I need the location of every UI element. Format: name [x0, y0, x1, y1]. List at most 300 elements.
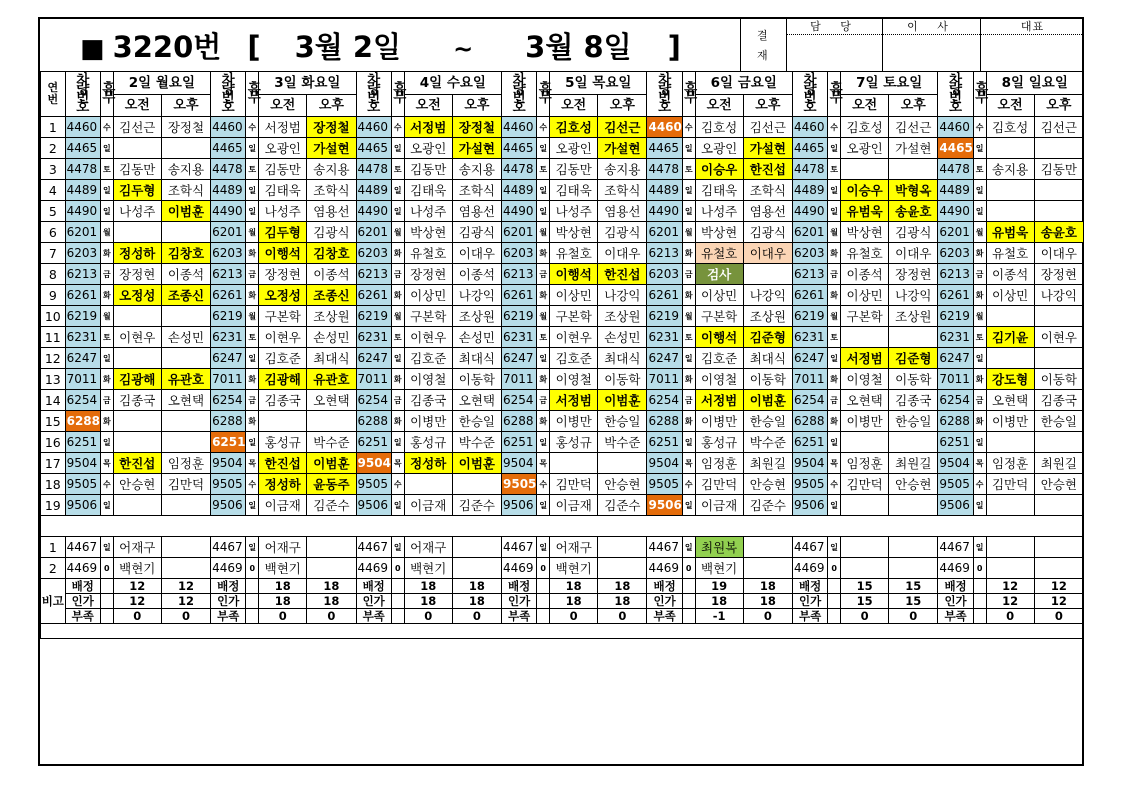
- driver-pm: 김준형: [743, 327, 792, 348]
- footer-spacer: [973, 609, 986, 624]
- driver-am: 서정범: [695, 390, 743, 411]
- driver-am: 김태욱: [695, 180, 743, 201]
- header-day-3: 5일 목요일: [550, 72, 647, 95]
- header-car-number: [792, 72, 827, 117]
- driver-am: [986, 180, 1034, 201]
- footer-value-am: 18: [695, 594, 743, 609]
- driver-pm: 임정훈: [161, 453, 210, 474]
- driver-am: 한진섭: [113, 453, 161, 474]
- car-number: 6201: [502, 222, 537, 243]
- driver-am: 홍성규: [259, 432, 307, 453]
- driver-pm: [161, 432, 210, 453]
- car-number: 6251: [65, 432, 100, 453]
- header-car-number: [938, 72, 973, 117]
- car-number: 6254: [938, 390, 973, 411]
- header-rest: [828, 72, 841, 117]
- driver-am: 김광해: [113, 369, 161, 390]
- rest-day: 금: [391, 390, 404, 411]
- row-number: 14: [41, 390, 66, 411]
- rest-day: 화: [246, 369, 259, 390]
- footer-value-pm: 18: [307, 579, 356, 594]
- footer-row-label: 인가: [938, 594, 973, 609]
- driver-pm: 안승현: [598, 474, 647, 495]
- driver-pm: 송지용: [161, 159, 210, 180]
- footer-spacer: [828, 609, 841, 624]
- driver-pm: 윤동주: [307, 474, 356, 495]
- rest-day: 일: [828, 348, 841, 369]
- driver-am: 박상현: [404, 222, 452, 243]
- car-number: 6247: [647, 348, 682, 369]
- car-number: 6251: [938, 432, 973, 453]
- driver-pm: 이동학: [452, 369, 501, 390]
- driver-pm: 손성민: [161, 327, 210, 348]
- header-am: 오전: [695, 95, 743, 117]
- car-number: 6261: [502, 285, 537, 306]
- rest-day: 일: [682, 201, 695, 222]
- rest-day: 수: [828, 117, 841, 138]
- driver-am: 이행석: [550, 264, 598, 285]
- driver-pm: 김광식: [452, 222, 501, 243]
- footer-value-am: 12: [113, 594, 161, 609]
- rest-day: 일: [973, 201, 986, 222]
- car-number: 6288: [792, 411, 827, 432]
- rest-day: 0: [682, 558, 695, 579]
- rest-day: 일: [391, 537, 404, 558]
- car-number: 6201: [356, 222, 391, 243]
- driver-pm: 이종석: [452, 264, 501, 285]
- header-car-number: [65, 72, 100, 117]
- driver-am: 김호준: [404, 348, 452, 369]
- driver-pm: 나강익: [598, 285, 647, 306]
- footer-value-am: 0: [259, 609, 307, 624]
- car-number: 4490: [502, 201, 537, 222]
- driver-am: 김기윤: [986, 327, 1034, 348]
- car-number: 4467: [65, 537, 100, 558]
- driver-am: 서정범: [404, 117, 452, 138]
- page-title: [80, 25, 681, 66]
- header-am: 오전: [550, 95, 598, 117]
- driver-am: 김동만: [113, 159, 161, 180]
- driver-pm: 최원길: [889, 453, 938, 474]
- title-end-date: 3월 8일: [525, 30, 632, 64]
- rest-day: 월: [100, 222, 113, 243]
- driver-am: 박상현: [550, 222, 598, 243]
- driver-am: 백현기: [404, 558, 452, 579]
- footer-row-label: 부족: [792, 609, 827, 624]
- car-number: 6213: [502, 264, 537, 285]
- footer-row-label: 배정: [356, 579, 391, 594]
- driver-am: 김선근: [113, 117, 161, 138]
- rest-day: 월: [828, 306, 841, 327]
- car-number: 4489: [792, 180, 827, 201]
- car-number: 6247: [792, 348, 827, 369]
- footer-spacer: [973, 579, 986, 594]
- driver-am: [113, 432, 161, 453]
- driver-am: 서정범: [259, 117, 307, 138]
- header-car-number: [356, 72, 391, 117]
- driver-am: [841, 327, 889, 348]
- rest-day: 화: [828, 243, 841, 264]
- header-pm: 오후: [598, 95, 647, 117]
- rest-day: 수: [246, 117, 259, 138]
- rest-day: 월: [682, 306, 695, 327]
- driver-pm: 염용선: [598, 201, 647, 222]
- rest-day: 목: [682, 453, 695, 474]
- driver-pm: [452, 474, 501, 495]
- rest-day: 일: [246, 537, 259, 558]
- driver-am: 유철호: [986, 243, 1034, 264]
- rest-day: 화: [828, 285, 841, 306]
- header-day-1: 3일 화요일: [259, 72, 356, 95]
- rest-day: 금: [391, 264, 404, 285]
- car-number: 6247: [65, 348, 100, 369]
- rest-day: 월: [537, 222, 550, 243]
- rest-day: 0: [973, 558, 986, 579]
- driver-pm: 이종석: [161, 264, 210, 285]
- footer-value-pm: 0: [307, 609, 356, 624]
- car-number: 6219: [647, 306, 682, 327]
- driver-pm: 김선근: [598, 117, 647, 138]
- driver-am: 어재구: [259, 537, 307, 558]
- header-car-label: 차량번호: [803, 72, 817, 115]
- row-number: 2: [41, 138, 66, 159]
- driver-am: 이상민: [986, 285, 1034, 306]
- driver-am: 임정훈: [841, 453, 889, 474]
- car-number: 4478: [65, 159, 100, 180]
- driver-am: 이영철: [550, 369, 598, 390]
- driver-pm: 오현택: [161, 390, 210, 411]
- rest-day: 화: [973, 369, 986, 390]
- driver-am: [986, 138, 1034, 159]
- driver-pm: 조상원: [743, 306, 792, 327]
- driver-am: 이병만: [695, 411, 743, 432]
- car-number: 4465: [65, 138, 100, 159]
- rest-day: 월: [973, 222, 986, 243]
- driver-am: 검사: [695, 264, 743, 285]
- driver-pm: 최대식: [598, 348, 647, 369]
- footer-value-am: 12: [113, 579, 161, 594]
- footer-value-pm: 0: [889, 609, 938, 624]
- title-bar: [40, 19, 1084, 72]
- driver-pm: 김준수: [307, 495, 356, 516]
- schedule-sheet: [38, 17, 1084, 766]
- driver-pm: [161, 348, 210, 369]
- rest-day: 일: [100, 180, 113, 201]
- driver-am: 이영철: [841, 369, 889, 390]
- driver-am: 정성하: [113, 243, 161, 264]
- car-number: 6203: [647, 264, 682, 285]
- car-number: 9506: [356, 495, 391, 516]
- car-number: 7011: [356, 369, 391, 390]
- car-number: 7011: [938, 369, 973, 390]
- rest-day: 일: [246, 180, 259, 201]
- car-number: 6288: [211, 411, 246, 432]
- footer-spacer: [682, 609, 695, 624]
- footer-row-label: 부족: [938, 609, 973, 624]
- driver-pm: 조학식: [743, 180, 792, 201]
- approval-label-2: 재: [757, 49, 768, 62]
- car-number: 6251: [647, 432, 682, 453]
- driver-am: 김호성: [550, 117, 598, 138]
- car-number: 6231: [647, 327, 682, 348]
- driver-pm: 장정현: [889, 264, 938, 285]
- driver-pm: [743, 537, 792, 558]
- driver-am: 김태욱: [259, 180, 307, 201]
- rest-day: 화: [391, 369, 404, 390]
- rest-day: 일: [828, 432, 841, 453]
- car-number: 6261: [647, 285, 682, 306]
- rest-day: 화: [828, 369, 841, 390]
- rest-day: 토: [973, 159, 986, 180]
- driver-pm: 김광식: [598, 222, 647, 243]
- rest-day: 화: [391, 411, 404, 432]
- car-number: 6247: [938, 348, 973, 369]
- car-number: 6201: [938, 222, 973, 243]
- driver-am: 김만덕: [550, 474, 598, 495]
- footer-value-am: 18: [550, 579, 598, 594]
- footer-value-am: 18: [259, 579, 307, 594]
- car-number: 4467: [792, 537, 827, 558]
- car-number: 6201: [647, 222, 682, 243]
- header-rest-label: 휴무: [684, 81, 698, 106]
- rest-day: 수: [100, 474, 113, 495]
- driver-am: [986, 537, 1034, 558]
- driver-am: [986, 432, 1034, 453]
- car-number: 9505: [647, 474, 682, 495]
- driver-am: 오광인: [841, 138, 889, 159]
- driver-pm: [307, 411, 356, 432]
- rest-day: 수: [246, 474, 259, 495]
- car-number: 6231: [938, 327, 973, 348]
- driver-pm: 나강익: [743, 285, 792, 306]
- driver-am: 김종국: [404, 390, 452, 411]
- rest-day: 일: [537, 201, 550, 222]
- driver-am: 구본학: [550, 306, 598, 327]
- driver-am: 김태욱: [404, 180, 452, 201]
- driver-am: 정성하: [404, 453, 452, 474]
- car-number: 6254: [647, 390, 682, 411]
- approval-ceo-header: 대표: [981, 19, 1084, 35]
- rest-day: 수: [828, 474, 841, 495]
- driver-pm: 유관호: [161, 369, 210, 390]
- rest-day: 금: [246, 390, 259, 411]
- car-number: 6213: [792, 264, 827, 285]
- rest-day: 일: [537, 138, 550, 159]
- rest-day: 수: [100, 117, 113, 138]
- header-car-number: [211, 72, 246, 117]
- rest-day: 일: [246, 348, 259, 369]
- car-number: 4465: [211, 138, 246, 159]
- driver-pm: 이대우: [1034, 243, 1083, 264]
- footer-row-label: 인가: [502, 594, 537, 609]
- car-number: 6213: [356, 264, 391, 285]
- driver-pm: 오현택: [452, 390, 501, 411]
- driver-pm: 이동학: [889, 369, 938, 390]
- driver-pm: 한승일: [889, 411, 938, 432]
- car-number: 6261: [65, 285, 100, 306]
- driver-pm: 조상원: [598, 306, 647, 327]
- header-am: 오전: [986, 95, 1034, 117]
- driver-am: [113, 348, 161, 369]
- row-number: 8: [41, 264, 66, 285]
- driver-pm: 김선근: [1034, 117, 1083, 138]
- driver-am: 이병만: [550, 411, 598, 432]
- header-rest: [973, 72, 989, 117]
- car-number: 7011: [647, 369, 682, 390]
- driver-pm: 나강익: [452, 285, 501, 306]
- row-number: 16: [41, 432, 66, 453]
- driver-am: 이병만: [841, 411, 889, 432]
- rest-day: 일: [973, 138, 986, 159]
- driver-am: 김종국: [259, 390, 307, 411]
- approval-ceo: [980, 19, 1084, 71]
- driver-pm: [1034, 558, 1083, 579]
- car-number: 6288: [938, 411, 973, 432]
- driver-pm: 조종신: [307, 285, 356, 306]
- row-number: 1: [41, 537, 66, 558]
- rest-day: 일: [391, 138, 404, 159]
- driver-am: 구본학: [695, 306, 743, 327]
- row-number: 1: [41, 117, 66, 138]
- rest-day: 일: [828, 138, 841, 159]
- driver-am: 이상민: [550, 285, 598, 306]
- header-pm: 오후: [743, 95, 792, 117]
- car-number: 6201: [211, 222, 246, 243]
- rest-day: 일: [391, 180, 404, 201]
- approval-director: [882, 19, 980, 71]
- driver-am: 오정성: [113, 285, 161, 306]
- footer-spacer: [391, 594, 404, 609]
- car-number: 9505: [65, 474, 100, 495]
- car-number: 4489: [211, 180, 246, 201]
- rest-day: 수: [973, 474, 986, 495]
- header-car-label: 차량번호: [221, 72, 235, 115]
- rest-day: 일: [973, 180, 986, 201]
- footer-row-label: 부족: [211, 609, 246, 624]
- car-number: 6251: [356, 432, 391, 453]
- rest-day: 월: [828, 222, 841, 243]
- driver-am: 유범욱: [841, 201, 889, 222]
- driver-pm: 염용선: [452, 201, 501, 222]
- header-am: 오전: [404, 95, 452, 117]
- driver-am: 구본학: [404, 306, 452, 327]
- rest-day: 화: [100, 243, 113, 264]
- car-number: 6261: [356, 285, 391, 306]
- driver-pm: 조학식: [452, 180, 501, 201]
- header-rest: [537, 72, 550, 117]
- rest-day: 일: [973, 495, 986, 516]
- footer-spacer: [828, 594, 841, 609]
- title-tilde: ~: [453, 35, 474, 63]
- driver-pm: 이동학: [598, 369, 647, 390]
- driver-am: [986, 495, 1034, 516]
- driver-pm: [452, 558, 501, 579]
- rest-day: 월: [100, 306, 113, 327]
- driver-pm: [161, 306, 210, 327]
- driver-am: 이승우: [841, 180, 889, 201]
- rest-day: 일: [100, 495, 113, 516]
- car-number: 6261: [792, 285, 827, 306]
- rest-day: 화: [973, 243, 986, 264]
- row-number: 11: [41, 327, 66, 348]
- car-number: 6247: [356, 348, 391, 369]
- footer-value-pm: 0: [161, 609, 210, 624]
- driver-pm: 조상원: [307, 306, 356, 327]
- driver-pm: [161, 411, 210, 432]
- title-start-date: 3월 2일: [294, 30, 402, 64]
- footer-value-pm: 0: [1034, 609, 1083, 624]
- driver-pm: 장정철: [452, 117, 501, 138]
- rest-day: 일: [100, 138, 113, 159]
- car-number: 4489: [65, 180, 100, 201]
- driver-am: 송지용: [986, 159, 1034, 180]
- car-number: 4478: [502, 159, 537, 180]
- driver-am: 백현기: [550, 558, 598, 579]
- driver-am: 어재구: [404, 537, 452, 558]
- driver-am: 김호준: [259, 348, 307, 369]
- rest-day: 금: [537, 264, 550, 285]
- rest-day: 월: [246, 222, 259, 243]
- driver-am: [113, 138, 161, 159]
- rest-day: 일: [973, 537, 986, 558]
- car-number: 9506: [792, 495, 827, 516]
- driver-am: 김만덕: [986, 474, 1034, 495]
- footer-row-label: 배정: [502, 579, 537, 594]
- driver-pm: 박수준: [307, 432, 356, 453]
- header-rest-label: 휴무: [829, 81, 843, 106]
- rest-day: 수: [682, 474, 695, 495]
- car-number: 4460: [938, 117, 973, 138]
- footer-value-am: 15: [841, 594, 889, 609]
- driver-am: 유철호: [695, 243, 743, 264]
- rest-day: 일: [100, 432, 113, 453]
- header-rest-label: 휴무: [393, 81, 407, 106]
- driver-pm: [161, 138, 210, 159]
- header-pm: 오후: [889, 95, 938, 117]
- car-number: 9504: [647, 453, 682, 474]
- footer-value-am: 0: [986, 609, 1034, 624]
- driver-pm: 김광식: [743, 222, 792, 243]
- car-number: 4478: [938, 159, 973, 180]
- rest-day: 금: [682, 264, 695, 285]
- footer-value-am: 0: [550, 609, 598, 624]
- driver-am: 백현기: [113, 558, 161, 579]
- car-number: 9506: [647, 495, 682, 516]
- car-number: 6231: [65, 327, 100, 348]
- driver-pm: 조학식: [307, 180, 356, 201]
- driver-am: [113, 495, 161, 516]
- footer-row-label: 인가: [65, 594, 100, 609]
- car-number: 9504: [502, 453, 537, 474]
- car-number: 6213: [65, 264, 100, 285]
- driver-am: 구본학: [841, 306, 889, 327]
- driver-am: 홍성규: [550, 432, 598, 453]
- car-number: 4478: [356, 159, 391, 180]
- rest-day: 토: [100, 327, 113, 348]
- footer-row-label: 부족: [356, 609, 391, 624]
- driver-pm: 손성민: [452, 327, 501, 348]
- driver-am: 유철호: [404, 243, 452, 264]
- row-number: 4: [41, 180, 66, 201]
- driver-pm: [889, 558, 938, 579]
- header-rest: [682, 72, 698, 117]
- driver-am: [404, 474, 452, 495]
- footer-spacer: [100, 609, 113, 624]
- footer-row-label: 인가: [647, 594, 682, 609]
- rest-day: 일: [973, 348, 986, 369]
- driver-pm: 이동학: [1034, 369, 1083, 390]
- driver-pm: 한승일: [1034, 411, 1083, 432]
